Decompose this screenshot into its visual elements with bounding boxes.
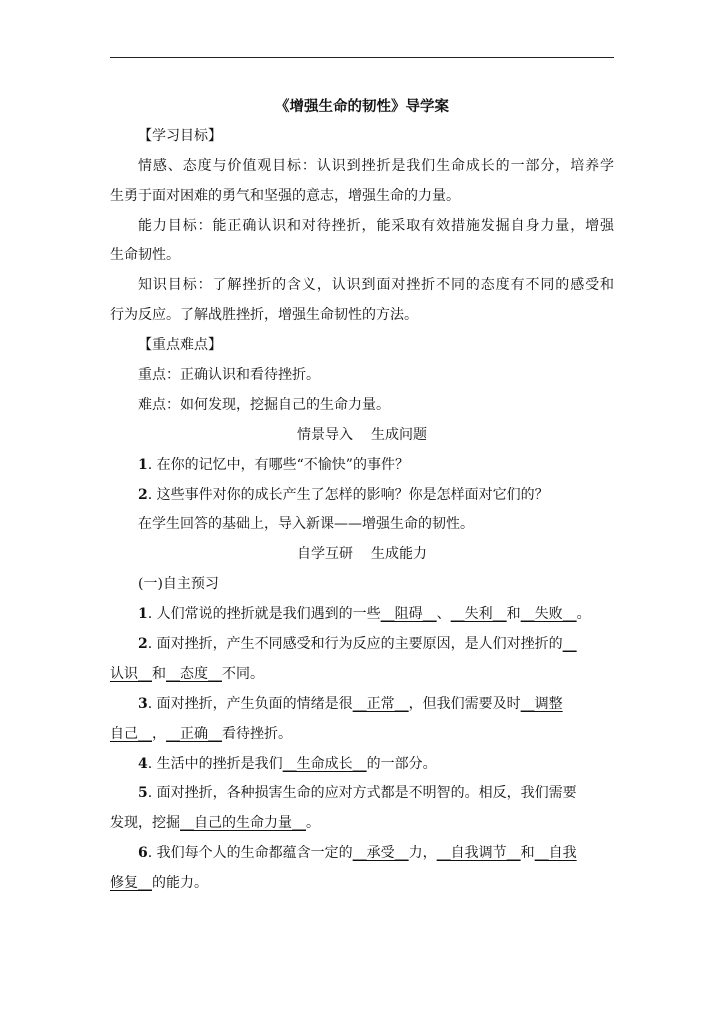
item-2-blank-1a: __: [562, 636, 577, 653]
question-1-text: . 在你的记忆中，有哪些“不愉快”的事件？: [147, 456, 409, 473]
item-6-text: . 我们每个人的生命都蕴含一定的: [147, 845, 353, 862]
item-6-sep-1: 力，: [408, 845, 437, 862]
item-4-blank-1: __生命成长__: [282, 755, 367, 772]
item-6-sep-2: 和: [520, 845, 535, 862]
item-1-number: 1: [138, 606, 148, 623]
item-3-line2: [110, 720, 614, 750]
subsection-preview: (一)自主预习: [138, 576, 219, 593]
intro-line: 在学生回答的基础上，导入新课——增强生命的韧性。: [138, 516, 474, 533]
section-key-points: 【重点难点】: [138, 337, 222, 354]
item-6-line2: [110, 869, 614, 899]
question-1-number: 1: [138, 456, 148, 473]
heading-scene-intro: [110, 421, 614, 451]
item-4-number: 4: [138, 755, 148, 772]
item-1: [110, 600, 614, 630]
item-4-end: 的一部分。: [366, 755, 437, 772]
goal-ability-line2: 生命韧性。: [110, 247, 180, 264]
item-6-end: 的能力。: [152, 875, 208, 892]
goal-knowledge-line2: 行为反应。了解战胜挫折，增强生命韧性的方法。: [110, 307, 418, 324]
item-2-line2: [110, 660, 614, 690]
item-1-blank-2: __失利__: [450, 606, 507, 623]
item-2-blank-1b: 认识__: [110, 665, 152, 682]
item-5-number: 5: [138, 785, 148, 802]
item-2-text: . 面对挫折，产生不同感受和行为反应的主要原因，是人们对挫折的: [147, 636, 563, 653]
item-2-end: 不同。: [222, 665, 264, 682]
heading-self-study-a: 自学互研: [297, 546, 353, 563]
item-5-text: . 面对挫折，各种损害生命的应对方式都是不明智的。相反，我们需要: [147, 785, 577, 802]
heading-scene-intro-b: 生成问题: [371, 426, 427, 443]
item-4-text: . 生活中的挫折是我们: [147, 755, 283, 772]
item-4: [110, 750, 614, 780]
item-6-blank-3a: __自我: [534, 845, 577, 862]
goal-knowledge-line1: 知识目标：了解挫折的含义，认识到面对挫折不同的态度有不同的感受和: [138, 277, 614, 294]
item-3-line1: [110, 690, 614, 720]
item-5-blank-1: __自己的生命力量__: [180, 815, 306, 832]
item-6-number: 6: [138, 845, 148, 862]
question-2-number: 2: [138, 486, 148, 503]
item-6-line1: [110, 839, 614, 869]
item-3-blank-3: __正确__: [166, 725, 222, 742]
item-2-blank-2: __态度__: [166, 665, 222, 682]
item-2-line1: [110, 630, 614, 660]
item-3-blank-2b: 自己__: [110, 725, 152, 742]
goal-emotion-line2: 生勇于面对困难的勇气和坚强的意志，增强生命的力量。: [110, 187, 460, 204]
item-3-mid: ，但我们需要及时: [408, 695, 521, 712]
item-3-number: 3: [138, 695, 148, 712]
item-5-line1: [110, 779, 614, 809]
item-3-end: 看待挫折。: [222, 725, 292, 742]
question-2-text: . 这些事件对你的成长产生了怎样的影响？你是怎样面对它们的？: [147, 486, 549, 503]
heading-self-study-b: 生成能力: [371, 546, 427, 563]
item-5-text-2: 发现，挖掘: [110, 815, 180, 832]
item-1-blank-1: __阻碍__: [380, 606, 437, 623]
item-6-blank-3b: 修复__: [110, 875, 152, 892]
item-1-sep-2: 和: [506, 606, 521, 623]
item-3-blank-2a: __调整: [520, 695, 563, 712]
document-page: [110, 92, 614, 899]
heading-self-study: [110, 540, 614, 570]
item-5-line2: [110, 809, 614, 839]
header-rule: [110, 57, 614, 58]
difficult-point: 难点：如何发现，挖掘自己的生命力量。: [138, 396, 390, 413]
question-1: [110, 451, 614, 481]
item-6-blank-2: __自我调节__: [436, 845, 521, 862]
item-3-sep: ，: [152, 725, 166, 742]
item-3-text: . 面对挫折，产生负面的情绪是很: [147, 695, 353, 712]
item-3-blank-1: __正常__: [352, 695, 409, 712]
item-1-sep-1: 、: [436, 606, 451, 623]
heading-scene-intro-a: 情景导入: [297, 426, 353, 443]
item-2-sep: 和: [152, 665, 166, 682]
goal-emotion-line1: 情感、态度与价值观目标：认识到挫折是我们生命成长的一部分，培养学: [138, 157, 614, 174]
question-2: [110, 481, 614, 511]
item-1-text: . 人们常说的挫折就是我们遇到的一些: [147, 606, 381, 623]
item-2-number: 2: [138, 636, 148, 653]
goal-ability-line1: 能力目标：能正确认识和对待挫折，能采取有效措施发掘自身力量，增强: [138, 217, 614, 234]
item-6-blank-1: __承受__: [352, 845, 409, 862]
item-5-end: 。: [306, 815, 320, 832]
item-1-end: 。: [576, 606, 591, 623]
key-point: 重点：正确认识和看待挫折。: [138, 367, 320, 384]
section-learning-goals: 【学习目标】: [138, 127, 222, 144]
doc-title: 《增强生命的韧性》导学案: [275, 98, 449, 115]
item-1-blank-3: __失败__: [520, 606, 577, 623]
